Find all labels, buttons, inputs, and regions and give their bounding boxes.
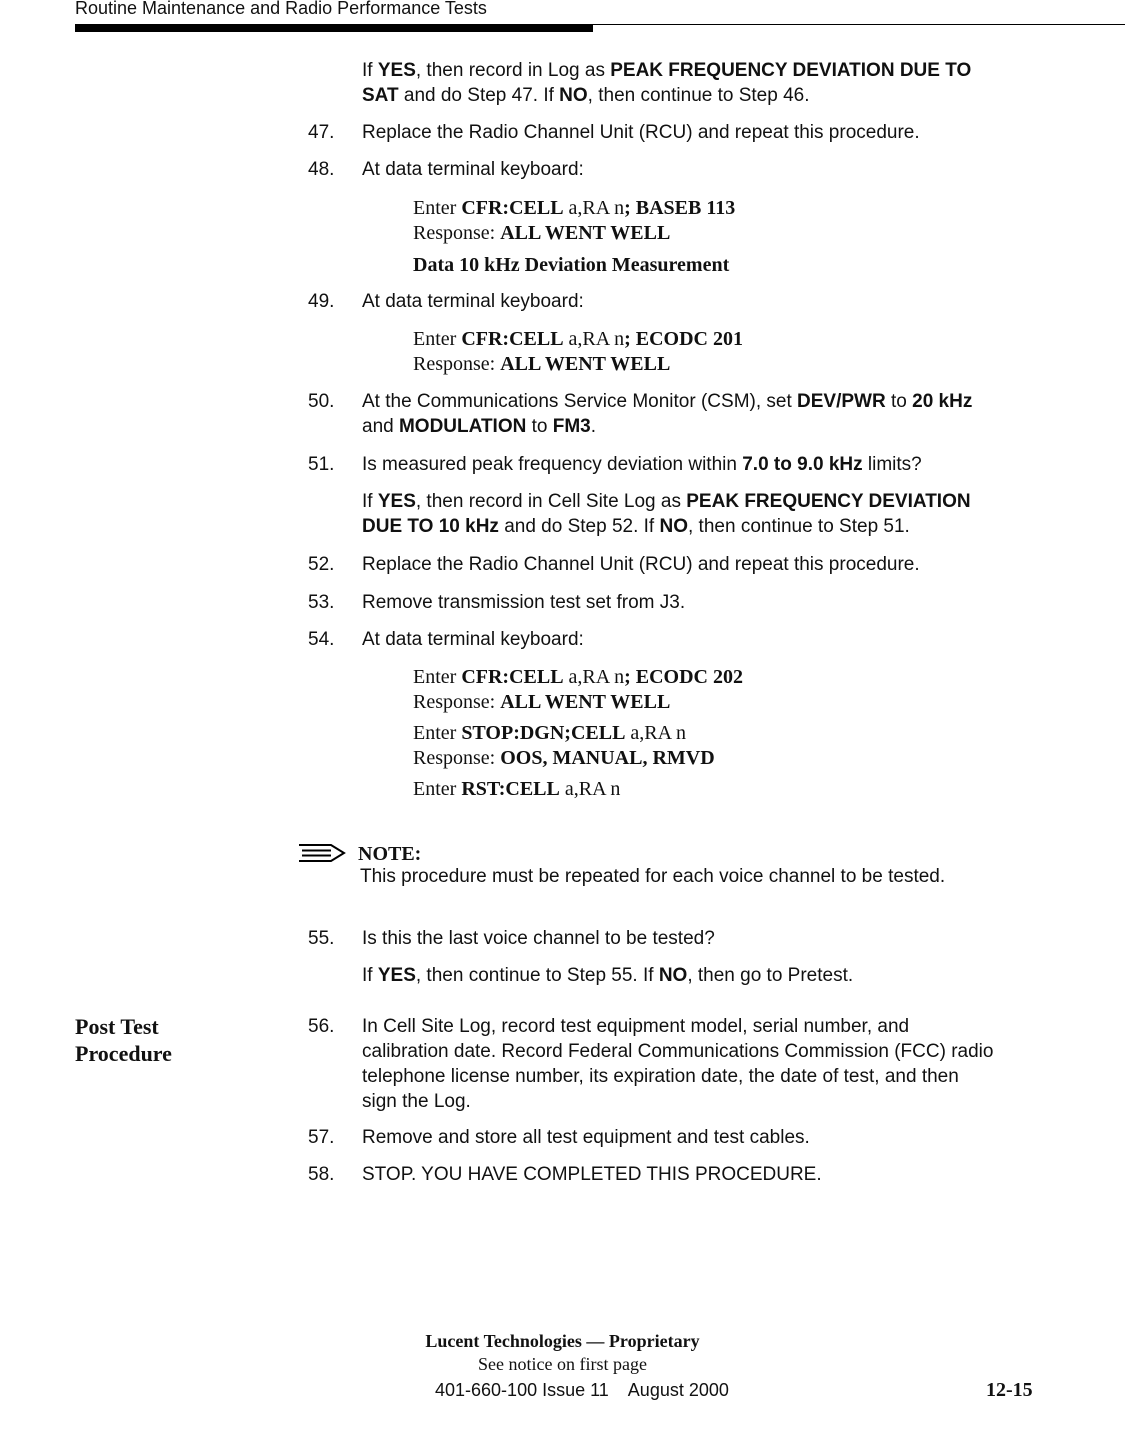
step-number: 51.: [308, 454, 335, 475]
step-number: 52.: [308, 554, 335, 575]
step-52-text: Replace the Radio Channel Unit (RCU) and repeat this procedure.: [362, 554, 920, 575]
step-48-text: At data terminal keyboard:: [362, 159, 584, 180]
section-subheading: Data 10 kHz Deviation Measurement: [413, 254, 730, 276]
step-58-text: STOP. YOU HAVE COMPLETED THIS PROCEDURE.: [362, 1164, 822, 1185]
response-line: Response: ALL WENT WELL: [413, 691, 671, 713]
command-line: Enter CFR:CELL a,RA n; BASEB 113: [413, 197, 736, 219]
note-text: This procedure must be repeated for each voice channel to be tested.: [360, 866, 946, 887]
footer-doc-id: 401-660-100 Issue 11 August 2000: [435, 1380, 729, 1400]
step-number: 53.: [308, 592, 335, 613]
step-55-text: Is this the last voice channel to be tested?: [362, 928, 715, 949]
step-number: 58.: [308, 1164, 335, 1185]
step-number: 56.: [308, 1016, 335, 1037]
header-bar: [75, 24, 593, 32]
step-number: 50.: [308, 391, 335, 412]
step-number: 57.: [308, 1127, 335, 1148]
step-50-text: At the Communications Service Monitor (CSM), set DEV/PWR to 20 kHz and MODULATION to FM3.: [362, 391, 973, 437]
step-54-text: At data terminal keyboard:: [362, 629, 584, 650]
step-51-text: Is measured peak frequency deviation within 7.0 to 9.0 kHz limits?: [362, 454, 922, 475]
step-number: 48.: [308, 159, 335, 180]
step-56-text: In Cell Site Log, record test equipment model, serial number, and calibration date. Record Federal Communications Commission (FCC) radio telephone license number, its expiration date, the date of test, and then sign the Log.: [362, 1016, 994, 1112]
command-line: Enter RST:CELL a,RA n: [413, 778, 621, 800]
running-header: Routine Maintenance and Radio Performance Tests: [75, 0, 487, 18]
step-47-text: Replace the Radio Channel Unit (RCU) and repeat this procedure.: [362, 122, 920, 143]
page-number: 12-15: [986, 1379, 1033, 1401]
footer-company: Lucent Technologies — Proprietary: [425, 1331, 700, 1351]
response-line: Response: ALL WENT WELL: [413, 222, 671, 244]
command-line: Enter STOP:DGN;CELL a,RA n: [413, 722, 686, 744]
step-number: 55.: [308, 928, 335, 949]
step-53-text: Remove transmission test set from J3.: [362, 592, 686, 613]
response-line: Response: OOS, MANUAL, RMVD: [413, 747, 715, 769]
step-number: 49.: [308, 291, 335, 312]
response-line: Response: ALL WENT WELL: [413, 353, 671, 375]
step-number: 47.: [308, 122, 335, 143]
step-46-result: If YES, then record in Log as PEAK FREQUENCY DEVIATION DUE TO SAT and do Step 47. If NO, then continue to Step 46.: [362, 60, 972, 106]
step-57-text: Remove and store all test equipment and test cables.: [362, 1127, 810, 1148]
note-arrow-icon: [298, 843, 346, 868]
footer-notice: See notice on first page: [478, 1354, 647, 1374]
side-heading: Post Test Procedure: [75, 1014, 172, 1066]
command-line: Enter CFR:CELL a,RA n; ECODC 201: [413, 328, 743, 350]
step-55-result: If YES, then continue to Step 55. If NO, then go to Pretest.: [362, 965, 854, 986]
note-label: NOTE:: [358, 843, 422, 865]
step-number: 54.: [308, 629, 335, 650]
step-49-text: At data terminal keyboard:: [362, 291, 584, 312]
command-line: Enter CFR:CELL a,RA n; ECODC 202: [413, 666, 743, 688]
step-51-result: If YES, then record in Cell Site Log as PEAK FREQUENCY DEVIATION DUE TO 10 kHz and do Step 52. If NO, then continue to Step 51.: [362, 491, 971, 537]
